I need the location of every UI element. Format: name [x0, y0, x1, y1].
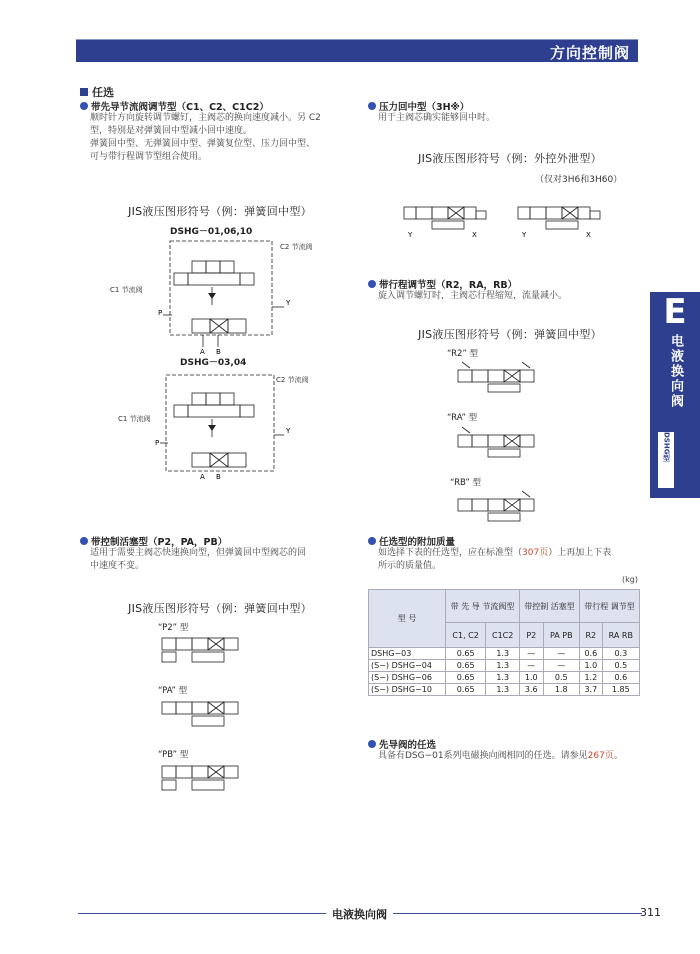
pilot-valve-box: [206, 261, 220, 273]
cell: 0.6: [580, 648, 603, 660]
port-y-label: Y: [286, 299, 291, 307]
title-bar: [76, 39, 638, 62]
cell: 1.3: [486, 672, 520, 684]
piston-line: 中速度不变。: [90, 561, 145, 571]
valve-box: [472, 499, 488, 511]
pilot-dashed-box: [170, 241, 272, 335]
solenoid-box: [162, 638, 176, 650]
cell: 1.85: [602, 684, 639, 696]
port-b-label: B: [216, 473, 221, 481]
pilot-valve-box: [220, 261, 234, 273]
piston-fig-title: JIS液压图形符号（例：弹簧回中型）: [128, 602, 312, 615]
piston-line: 适用于需要主阀芯快速换向型，但弹簧回中型阀芯的回: [90, 548, 307, 558]
throttle-arrow: [208, 425, 216, 431]
model-label-1: DSHG－01,06,10: [170, 227, 253, 237]
page-number: 311: [640, 906, 661, 919]
tab-model-label: DSHG型: [662, 432, 671, 462]
section-title-text: 任选: [92, 86, 114, 99]
adjust-screw: [522, 362, 530, 368]
subcol: PA PB: [543, 623, 580, 648]
page-link-267[interactable]: 267页: [587, 751, 614, 761]
subcol: RA RB: [602, 623, 639, 648]
valve-box: [472, 435, 488, 447]
solenoid-box: [224, 638, 238, 650]
cell: —: [520, 660, 543, 672]
r2-symbol: [452, 360, 552, 394]
pilot-valve-box: [220, 393, 234, 405]
solenoid-box: [520, 370, 534, 382]
cell-model: DSHG−03: [369, 648, 446, 660]
port-x-label: X: [472, 231, 477, 239]
throttle-arrow: [208, 293, 216, 299]
throttle-fig-title: JIS液压图形符号（例：弹簧回中型）: [128, 205, 312, 218]
mass-desc: [378, 547, 640, 573]
pilot-valve-box: [206, 393, 220, 405]
throttle-heading-text: 带先导节流阀调节型（C1、C2、C1C2）: [91, 102, 269, 113]
pilot-line-a: 具备有DSG−01系列电磁换向阀相同的任选。请参见: [378, 751, 588, 761]
cell: —: [543, 648, 580, 660]
cell: 0.65: [446, 684, 486, 696]
solenoid-box: [162, 766, 176, 778]
pilot-body: [188, 405, 240, 417]
type-pb-label: “PB” 型: [158, 750, 189, 760]
pilot-heading-text: 先导阀的任选: [379, 740, 437, 751]
cell: 0.6: [602, 672, 639, 684]
subcol: R2: [580, 623, 603, 648]
cell: 0.5: [602, 660, 639, 672]
main-body: [192, 780, 224, 790]
solenoid-box: [458, 435, 472, 447]
main-valve-box: [192, 453, 210, 467]
pilot-heading: [368, 737, 436, 751]
main-valve-box: [228, 453, 246, 467]
solenoid-box: [224, 766, 238, 778]
throttle-line: 弹簧回中型、无弹簧回中型、弹簧复位型、压力回中型、: [90, 139, 316, 149]
mass-line-1: [378, 547, 640, 560]
pilot-dashed-box: [166, 375, 274, 471]
valve-box: [546, 207, 562, 219]
main-body: [192, 652, 224, 662]
pressure-symbol-1: [398, 199, 498, 239]
table-row: [369, 672, 640, 684]
bullet-icon: [80, 102, 88, 110]
valve-box: [488, 499, 504, 511]
cell: 0.65: [446, 660, 486, 672]
cell-model: (S−) DSHG−06: [369, 672, 446, 684]
solenoid-box: [578, 207, 590, 219]
piston-box: [162, 780, 176, 790]
valve-box: [488, 435, 504, 447]
pressure-symbol-2: [512, 199, 612, 239]
cell: 3.7: [580, 684, 603, 696]
main-body: [546, 221, 578, 229]
cell: 1.2: [580, 672, 603, 684]
piston-desc: [90, 547, 360, 573]
bullet-icon: [368, 280, 376, 288]
p2-symbol: [156, 632, 246, 666]
solenoid-box: [464, 207, 476, 219]
pilot-desc: [378, 750, 623, 763]
valve-box: [192, 702, 208, 714]
footer-title: 电液换向阀: [326, 906, 393, 922]
model-label-2: DSHG－03,04: [180, 358, 247, 368]
tab-vertical-text: [650, 334, 700, 409]
pb-symbol: [156, 760, 246, 794]
pilot-valve-box: [192, 261, 206, 273]
cell-model: (S−) DSHG−04: [369, 660, 446, 672]
pilot-valve-box: [192, 393, 206, 405]
throttle-desc: [90, 112, 360, 164]
page-title: 方向控制阀: [549, 44, 630, 62]
side-tab[interactable]: [650, 292, 700, 498]
pressure-fig-title: JIS液压图形符号（例：外控外泄型）: [418, 152, 602, 165]
cell: 1.3: [486, 648, 520, 660]
solenoid-box: [404, 207, 416, 219]
port-p-label: P: [155, 439, 160, 447]
section-title: [80, 84, 114, 100]
mass-table: [368, 589, 640, 696]
c2-label-2: C2 节流阀: [276, 376, 309, 384]
cell: 0.5: [543, 672, 580, 684]
bullet-icon: [368, 537, 376, 545]
throttle-line: 顺时针方向旋转调节螺钉，主阀芯的换向速度减小。另 C2: [90, 113, 321, 123]
solenoid-box: [240, 405, 254, 417]
solenoid-box: [518, 207, 530, 219]
main-body: [192, 716, 224, 726]
pilot-line-b: 。: [613, 751, 623, 761]
solenoid-box: [174, 273, 188, 285]
bullet-icon: [80, 537, 88, 545]
adjust-screw: [462, 427, 470, 433]
stroke-heading: [368, 277, 517, 291]
pressure-heading-text: 压力回中型（3H※）: [379, 102, 470, 113]
valve-box: [176, 702, 192, 714]
solenoid-box: [458, 370, 472, 382]
c2-label-1: C2 节流阀: [280, 243, 313, 251]
mass-unit: (kg): [622, 575, 638, 584]
piston-heading: [80, 534, 227, 548]
port-a-label: A: [200, 473, 205, 481]
cell: 3.6: [520, 684, 543, 696]
main-body: [488, 513, 520, 521]
pressure-fig-sub: （仅对3H6和3H60）: [535, 175, 623, 185]
subcol: P2: [520, 623, 543, 648]
main-body: [488, 449, 520, 457]
cell: 0.3: [602, 648, 639, 660]
throttle-line: 可与带行程调节型组合使用。: [90, 152, 208, 162]
port-y-label: Y: [408, 231, 413, 239]
mass-heading-text: 任选型的附加质量: [379, 537, 456, 548]
solenoid-box: [458, 499, 472, 511]
pressure-heading: [368, 99, 469, 113]
c1-label-1: C1 节流阀: [110, 286, 143, 294]
table-row: [369, 684, 640, 696]
cell: 0.65: [446, 648, 486, 660]
valve-box: [192, 766, 208, 778]
cell-model: (S−) DSHG−10: [369, 684, 446, 696]
mass-line-2: 所示的质量值。: [378, 561, 442, 571]
main-valve-box: [192, 319, 210, 333]
main-valve-box: [228, 319, 246, 333]
subcol: C1, C2: [446, 623, 486, 648]
stroke-heading-text: 带行程调节型（R2，RA，RB）: [379, 280, 518, 291]
port-p-label: P: [158, 309, 163, 317]
stroke-desc: 旋入调节螺钉时，主阀芯行程缩短，流量减小。: [378, 291, 568, 301]
table-header-row: [369, 590, 640, 623]
adjust-screw: [462, 362, 470, 368]
valve-box: [530, 207, 546, 219]
valve-box: [416, 207, 432, 219]
pilot-body: [188, 273, 240, 285]
port-a-label: A: [200, 348, 205, 355]
col-group-throttle: 带 先 导 节流阀型: [446, 590, 520, 623]
type-rb-label: “RB” 型: [450, 478, 482, 488]
solenoid-box: [240, 273, 254, 285]
table-row: [369, 648, 640, 660]
return-box: [590, 211, 600, 219]
cell: 1.0: [580, 660, 603, 672]
valve-box: [432, 207, 448, 219]
piston-heading-text: 带控制活塞型（P2，PA，PB）: [91, 537, 228, 548]
col-group-piston: 带控制 活塞型: [520, 590, 580, 623]
ra-symbol: [452, 425, 552, 459]
col-model: 型 号: [369, 590, 446, 648]
solenoid-box: [174, 405, 188, 417]
throttle-heading: [80, 99, 269, 113]
cell: —: [520, 648, 543, 660]
type-r2-label: “R2” 型: [447, 349, 479, 359]
port-b-label: B: [216, 348, 221, 355]
valve-box: [472, 370, 488, 382]
mass-line-1b: ）上再加上下表: [548, 548, 612, 558]
valve-box: [176, 638, 192, 650]
pressure-desc: 用于主阀芯确实能够回中时。: [378, 113, 496, 123]
c1-label-2: C1 节流阀: [118, 415, 151, 423]
bullet-icon: [368, 740, 376, 748]
solenoid-box: [224, 702, 238, 714]
valve-box: [488, 370, 504, 382]
adjust-screw: [522, 491, 530, 497]
type-pa-label: “PA” 型: [158, 686, 188, 696]
valve-box: [176, 766, 192, 778]
page-link-307[interactable]: 307页: [522, 548, 549, 558]
port-x-label: X: [586, 231, 591, 239]
cell: 1.8: [543, 684, 580, 696]
port-y-label: Y: [286, 427, 291, 435]
main-body: [488, 384, 520, 392]
col-group-stroke: 带行程 调节型: [580, 590, 640, 623]
cell: —: [543, 660, 580, 672]
tab-model: [658, 432, 674, 488]
bullet-icon: [368, 102, 376, 110]
cell: 0.65: [446, 672, 486, 684]
pa-symbol: [156, 696, 246, 730]
throttle-line: 型，特别是对弹簧回中型减小回中速度。: [90, 126, 253, 136]
solenoid-box: [162, 702, 176, 714]
valve-box: [192, 638, 208, 650]
cell: 1.0: [520, 672, 543, 684]
tab-letter: E: [650, 292, 700, 332]
cell: 1.3: [486, 660, 520, 672]
stroke-fig-title: JIS液压图形符号（例：弹簧回中型）: [418, 328, 602, 341]
port-y-label: Y: [522, 231, 527, 239]
mass-line-1a: 如选择下表的任选型，应在标准型（: [378, 548, 523, 558]
return-box: [476, 211, 486, 219]
throttle-symbol-1: [108, 235, 308, 355]
table-row: [369, 660, 640, 672]
type-p2-label: “P2” 型: [158, 623, 189, 633]
solenoid-box: [520, 435, 534, 447]
solenoid-box: [520, 499, 534, 511]
piston-box: [162, 652, 176, 662]
subcol: C1C2: [486, 623, 520, 648]
mass-heading: [368, 534, 455, 548]
square-bullet-icon: [80, 88, 88, 96]
type-ra-label: “RA” 型: [447, 413, 478, 423]
rb-symbol: [452, 489, 552, 523]
cell: 1.3: [486, 684, 520, 696]
main-body: [432, 221, 464, 229]
tab-vertical-label: 电液换向阀: [668, 334, 683, 409]
